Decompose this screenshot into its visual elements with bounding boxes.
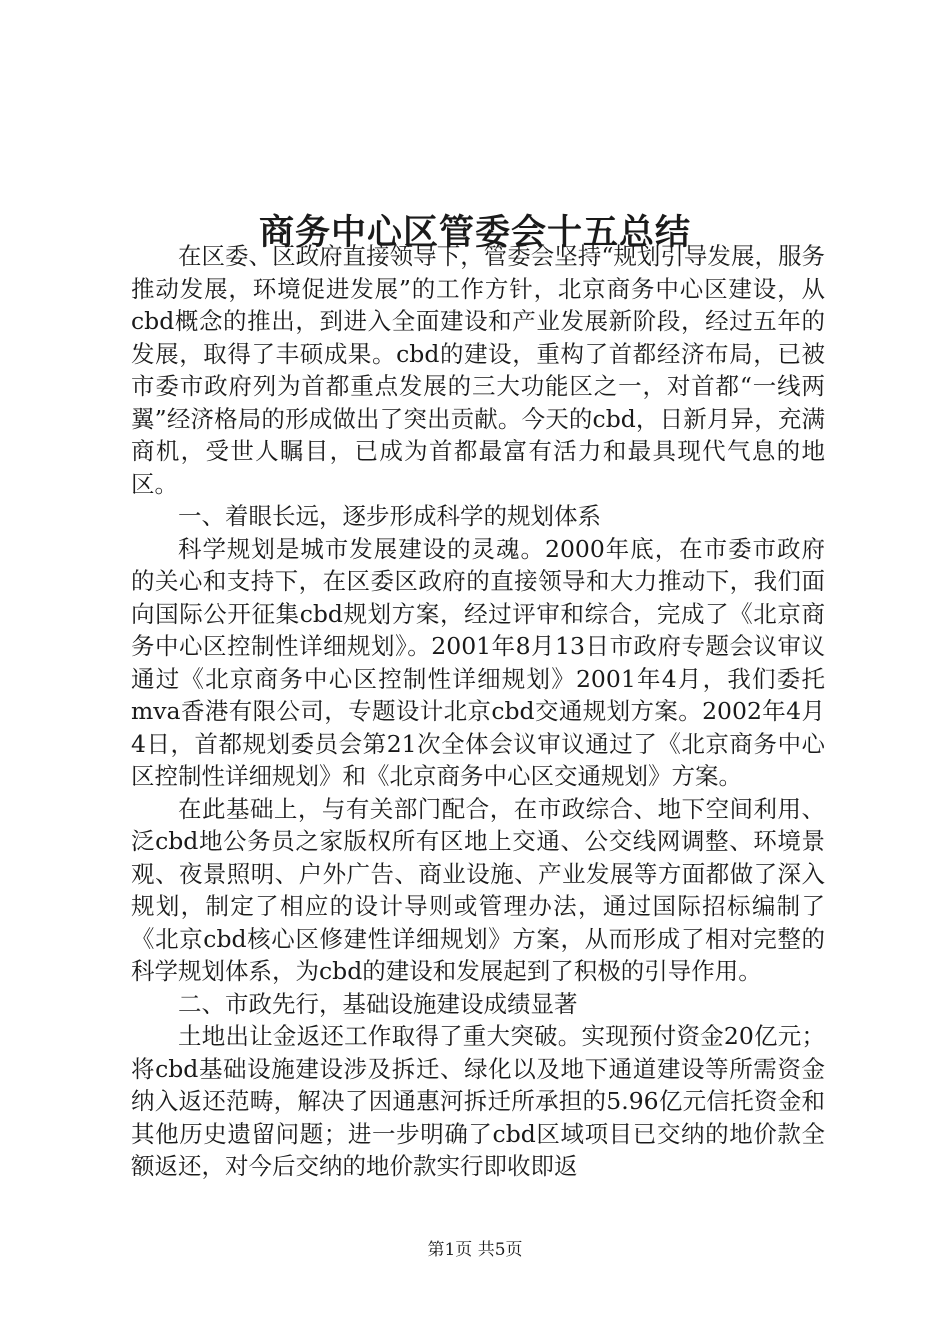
section-heading-1: 一、着眼长远，逐步形成科学的规划体系 (178, 502, 601, 530)
document-title: 商务中心区管委会十五总结 (258, 212, 691, 254)
paragraph-planning-system: 在此基础上，与有关部门配合，在市政综合、地下空间利用、泛cbd地公务员之家版权所有区地上交通、公交线网调整、环境景观、夜景照明、户外广告、商业设施、产业发展等方面都做了深入规划，制定了相应的设计导则或管理办法，通过国际招标编制了《北京cbd核心区修建性详细规划》方案，从而形成了相对完整的科学规划体系，为cbd的建设和发展起到了积极的引导作用。 (131, 794, 825, 985)
section-heading-2: 二、市政先行，基础设施建设成绩显著 (178, 989, 578, 1018)
paragraph-infrastructure: 土地出让金返还工作取得了重大突破。实现预付资金20亿元；将cbd基础设施建设涉及拆迁、绿化以及地下通道建设等所需资金纳入返还范畴，解决了因通惠河拆迁所承担的5.96亿元信托资金和其他历史遗留问题；进一步明确了cbd区域项目已交纳的地价款全额返还，对今后交纳的地价款实行即收即返 (131, 1022, 825, 1180)
paragraph-planning: 科学规划是城市发展建设的灵魂。2000年底，在市委市政府的关心和支持下，在区委区政府的直接领导和大力推动下，我们面向国际公开征集cbd规划方案，经过评审和综合，完成了《北京商务中心区控制性详细规划》。2001年8月13日市政府专题会议审议通过《北京商务中心区控制性详细规划》2001年4月，我们委托mva香港有限公司，专题设计北京cbd交通规划方案。2002年4月4日，首都规划委员会第21次全体会议审议通过了《北京商务中心区控制性详细规划》和《北京商务中心区交通规划》方案。 (131, 534, 825, 790)
paragraph-intro: 在区委、区政府直接领导下，管委会坚持“规划引导发展，服务推动发展，环境促进发展”的工作方针，北京商务中心区建设，从cbd概念的推出，到进入全面建设和产业发展新阶段，经过五年的发展，取得了丰硕成果。cbd的建设，重构了首都经济布局，已被市委市政府列为首都重点发展的三大功能区之一，对首都“一线两翼”经济格局的形成做出了突出贡献。今天的cbd，日新月异，充满商机，受世人瞩目，已成为首都最富有活力和最具现代气息的地区。 (131, 242, 825, 498)
document-body (131, 240, 825, 1183)
page-footer: 第1页 共5页 (427, 1240, 523, 1260)
